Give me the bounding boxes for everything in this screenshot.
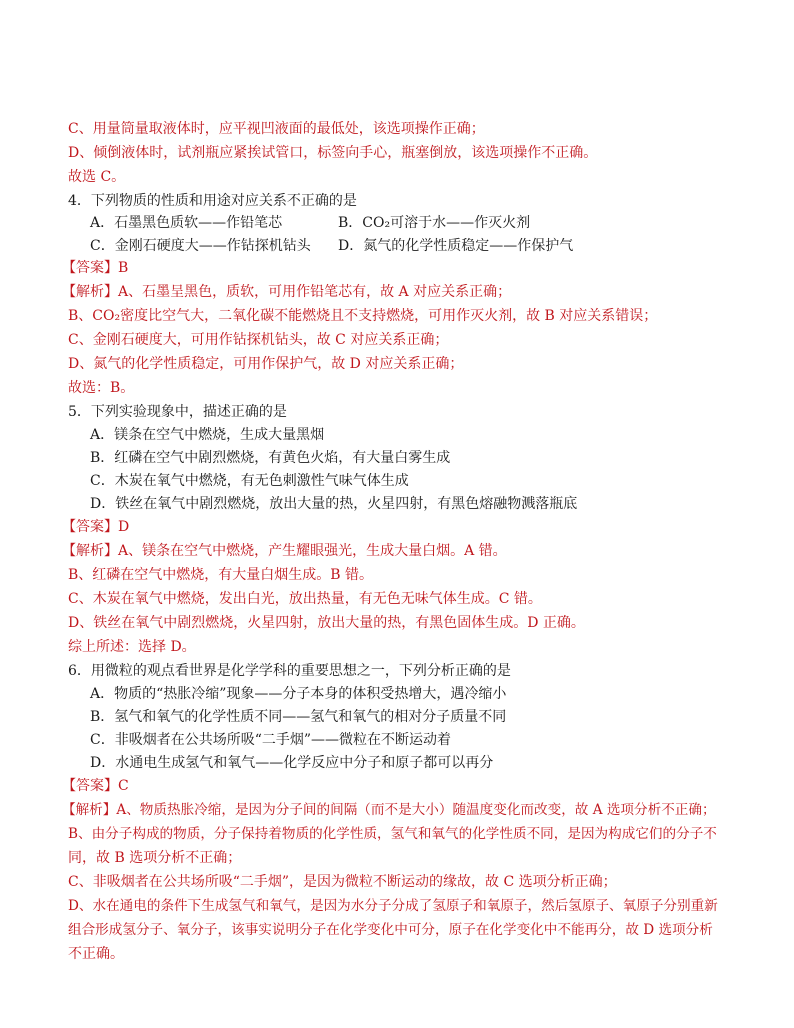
question-5-explanation: 【解析】A、镁条在空气中燃烧，产生耀眼强光，生成大量白烟。A 错。 [62, 543, 507, 559]
question-5-stem: 5．下列实验现象中，描述正确的是 [68, 404, 287, 420]
question-5-explanation: D、铁丝在氧气中剧烈燃烧，火星四射，放出大量的热，有黑色固体生成。D 正确。 [68, 615, 585, 631]
explanation-line: C、用量筒量取液体时，应平视凹液面的最低处，该选项操作正确； [68, 121, 485, 137]
question-5-answer: 【答案】D [62, 519, 130, 535]
question-5-explanation: C、木炭在氧气中燃烧，发出白光，放出热量，有无色无味气体生成。C 错。 [68, 591, 542, 607]
question-4-option-c: C．金刚石硬度大——作钻探机钻头 [90, 238, 311, 254]
question-6-explanation: 【解析】A、物质热胀冷缩，是因为分子间的间隔（而不是大小）随温度变化而改变，故 A 选项分析不正确； [62, 802, 716, 818]
question-6-option-d: D．水通电生成氢气和氧气——化学反应中分子和原子都可以再分 [90, 755, 494, 771]
question-6-explanation: C、非吸烟者在公共场所吸“二手烟”，是因为微粒不断运动的缘故，故 C 选项分析正确； [68, 874, 617, 890]
question-4-option-b: B．CO₂可溶于水——作灭火剂 [338, 215, 531, 231]
question-6-stem: 6．用微粒的观点看世界是化学学科的重要思想之一，下列分析正确的是 [68, 663, 511, 679]
explanation-line: D、倾倒液体时，试剂瓶应紧挨试管口，标签向手心，瓶塞倒放，该选项操作不正确。 [68, 145, 598, 161]
question-5-option-c: C．木炭在氧气中燃烧，有无色刺激性气味气体生成 [90, 473, 409, 489]
question-6-explanation: 不正确。 [68, 946, 124, 962]
question-6-explanation: B、由分子构成的物质，分子保持着物质的化学性质，氢气和氧气的化学性质不同，是因为构成它们的分子不 [68, 826, 717, 842]
question-6-option-b: B．氢气和氧气的化学性质不同——氢气和氧气的相对分子质量不同 [90, 709, 507, 725]
question-4-explanation: 【解析】A、石墨呈黑色，质软，可用作铅笔芯有，故 A 对应关系正确； [62, 284, 512, 300]
question-5-option-b: B．红磷在空气中剧烈燃烧，有黄色火焰，有大量白雾生成 [90, 450, 451, 466]
question-4-option-d: D．氮气的化学性质稳定——作保护气 [338, 238, 574, 254]
question-6-explanation: 组合形成氢分子、氧分子，该事实说明分子在化学变化中可分，原子在化学变化中不能再分，故 D 选项分析 [68, 922, 713, 938]
question-4-explanation: C、金刚石硬度大，可用作钻探机钻头，故 C 对应关系正确； [68, 332, 449, 348]
question-4-explanation: 故选：B。 [68, 380, 135, 396]
question-5-explanation: 综上所述：选择 D。 [68, 639, 196, 655]
question-6-explanation: D、水在通电的条件下生成氢气和氧气，是因为水分子分成了氢原子和氧原子，然后氢原子、氧原子分别重新 [68, 898, 718, 914]
question-4-explanation: D、氮气的化学性质稳定，可用作保护气，故 D 对应关系正确； [68, 356, 464, 372]
question-4-answer: 【答案】B [62, 260, 129, 276]
question-4-option-a: A．石墨黑色质软——作铅笔芯 [90, 215, 283, 231]
question-6-explanation: 同，故 B 选项分析不正确； [68, 850, 242, 866]
question-4-stem: 4．下列物质的性质和用途对应关系不正确的是 [68, 193, 357, 209]
explanation-line: 故选 C。 [68, 169, 126, 185]
question-5-explanation: B、红磷在空气中燃烧，有大量白烟生成。B 错。 [68, 567, 374, 583]
question-5-option-d: D．铁丝在氧气中剧烈燃烧，放出大量的热，火星四射，有黑色熔融物溅落瓶底 [90, 496, 578, 512]
question-5-option-a: A．镁条在空气中燃烧，生成大量黑烟 [90, 427, 325, 443]
question-6-option-c: C．非吸烟者在公共场所吸“二手烟”——微粒在不断运动着 [90, 732, 452, 748]
question-6-option-a: A．物质的“热胀冷缩”现象——分子本身的体积受热增大，遇冷缩小 [90, 686, 507, 702]
question-6-answer: 【答案】C [62, 778, 129, 794]
question-4-explanation: B、CO₂密度比空气大，二氧化碳不能燃烧且不支持燃烧，可用作灭火剂，故 B 对应关系错误； [68, 308, 658, 324]
